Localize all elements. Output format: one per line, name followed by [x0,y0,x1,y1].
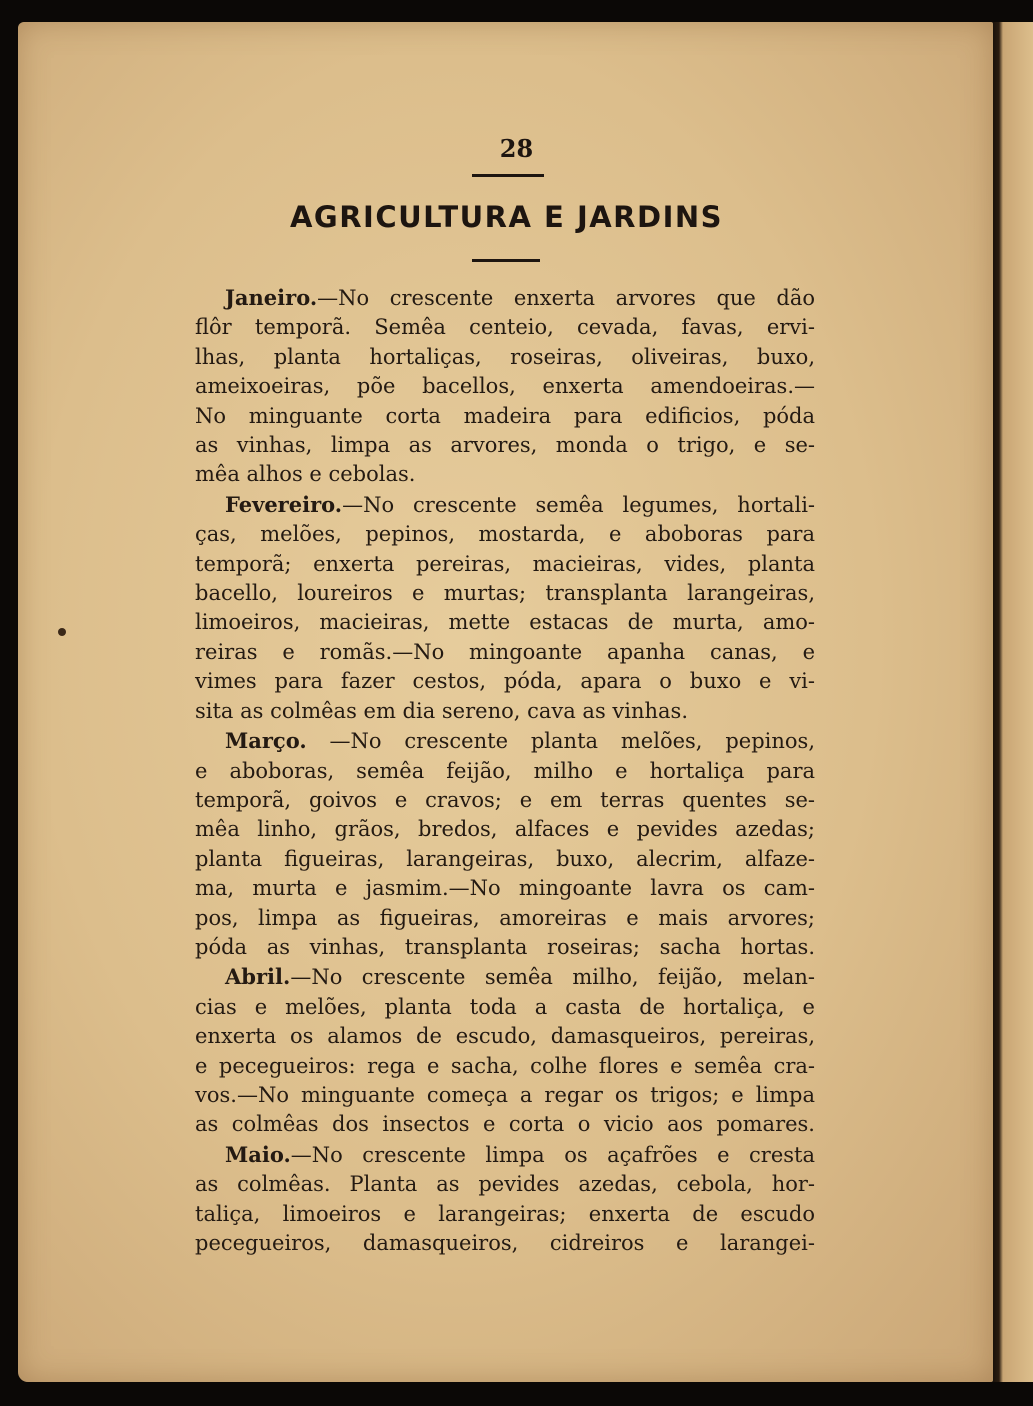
text-line: Janeiro.—No crescente enxerta arvores que dão [225,285,815,310]
text-line: póda as vinhas, transplanta roseiras; sacha hortas. [195,934,815,959]
text-line: flôr temporã. Semêa centeio, cevada, favas, ervi- [195,315,815,340]
text-line: e pecegueiros: rega e sacha, colhe flores e semêa cra- [195,1053,815,1078]
text-line: taliça, limoeiros e larangeiras; enxerta de escudo [195,1201,815,1226]
rule-under-heading [472,259,540,262]
rule-under-page-number [472,174,544,177]
text-line: limoeiros, macieiras, mette estacas de murta, amo- [195,610,815,635]
month-label-maio: Maio. [225,1141,291,1167]
text-line: as vinhas, limpa as arvores, monda o trigo, e se- [195,433,815,458]
body-text [195,283,815,1258]
text-line: pos, limpa as figueiras, amoreiras e mais arvores; [195,905,815,930]
text-line: enxerta os alamos de escudo, damasqueiros, pereiras, [195,1024,815,1049]
text-line: as colmêas. Planta as pevides azedas, cebola, hor- [195,1172,815,1197]
month-label-abril: Abril. [225,964,291,990]
page-spot [58,628,66,636]
page-number: 28 [499,134,534,163]
section-heading: AGRICULTURA E JARDINS [289,200,724,234]
text-line: Fevereiro.—No crescente semêa legumes, hortali- [225,491,815,517]
text-line: Maio.—No crescente limpa os açafrões e cresta [225,1141,815,1167]
month-label-fevereiro: Fevereiro. [225,491,343,517]
text-line: Abril.—No crescente semêa milho, feijão, melan- [225,964,815,990]
text-line: pecegueiros, damasqueiros, cidreiros e larangei- [195,1231,815,1255]
text-line: Março. —No crescente planta melões, pepinos, [225,728,815,754]
text-line: temporã; enxerta pereiras, macieiras, vides, planta [195,551,815,576]
month-label-marco: Março. [225,728,307,754]
text-line: ças, melões, pepinos, mostarda, e aboboras para [195,522,815,547]
text-line: temporã, goivos e cravos; e em terras quentes se- [195,787,815,812]
text-line: cias e melões, planta toda a casta de hortaliça, e [195,994,815,1019]
text-line: mêa alhos e cebolas. [195,462,416,487]
text-line: mêa linho, grãos, bredos, alfaces e pevides azedas; [195,817,815,842]
text-line: vimes para fazer cestos, póda, apara o buxo e vi- [195,669,815,694]
text-line: e aboboras, semêa feijão, milho e hortaliça para [195,758,815,783]
text-line: as colmêas dos insectos e corta o vicio aos pomares. [195,1112,815,1137]
text-line: vos.—No minguante começa a regar os trigos; e limpa [195,1082,815,1107]
text-line: No minguante corta madeira para edificios, póda [195,403,815,428]
text-line: planta figueiras, larangeiras, buxo, alecrim, alfaze- [195,846,815,871]
text-line: sita as colmêas em dia sereno, cava as vinhas. [195,698,689,723]
text-line: ma, murta e jasmim.—No mingoante lavra os cam- [195,876,815,901]
text-line: ameixoeiras, põe bacellos, enxerta amendoeiras.— [195,374,815,399]
text-line: bacello, loureiros e murtas; transplanta larangeiras, [195,581,815,606]
month-label-janeiro: Janeiro. [225,285,318,310]
text-line: lhas, planta hortaliças, roseiras, oliveiras, buxo, [195,344,815,369]
text-line: reiras e romãs.—No mingoante apanha canas, e [195,639,815,664]
